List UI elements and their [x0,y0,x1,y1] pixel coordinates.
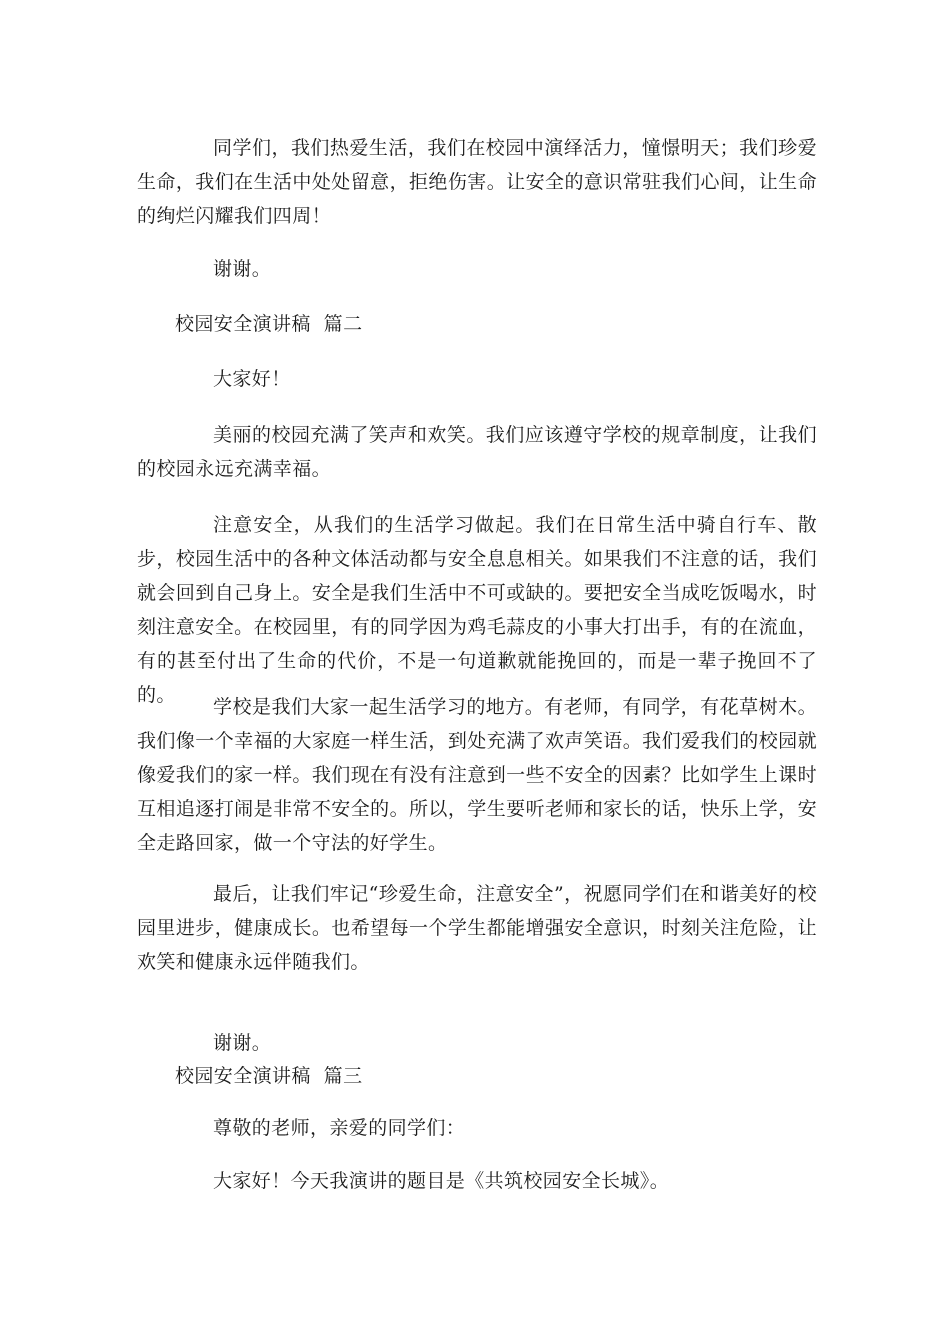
paragraph-thanks-1: 谢谢。 [213,258,272,280]
paragraph-campus: 美丽的校园充满了笑声和欢笑。我们应该遵守学校的规章制度，让我们的校园永远充满幸福。 [137,424,817,480]
paragraph-greeting-2: 大家好！ [213,368,291,390]
paragraph-salutation-3: 尊敬的老师，亲爱的同学们： [213,1117,466,1139]
paragraph-safety-attention: 注意安全，从我们的生活学习做起。我们在日常生活中骑自行车、散步，校园生活中的各种文体活动都与安全息息相关。如果我们不注意的话，我们就会回到自己身上。安全是我们生活中不可或缺的。要把安全当成吃饭喝水，时刻注意安全。在校园里，有的同学因为鸡毛蒜皮的小事大打出手，有的在流血，有的甚至付出了生命的代价，不是一句道歉就能挽回的，而是一辈子挽回不了的。 [137,514,817,706]
section-heading-3: 校园安全演讲稿 篇三 [175,1065,363,1087]
section-heading-2: 校园安全演讲稿 篇二 [175,313,363,335]
paragraph-closing-1: 同学们，我们热爱生活，我们在校园中演绎活力，憧憬明天；我们珍爱生命，我们在生活中处处留意，拒绝伤害。让安全的意识常驻我们心间，让生命的绚烂闪耀我们四周！ [137,137,817,227]
paragraph-topic-3: 大家好！今天我演讲的题目是《共筑校园安全长城》。 [213,1170,670,1192]
paragraph-finally: 最后，让我们牢记“珍爱生命，注意安全”，祝愿同学们在和谐美好的校园里进步，健康成长。也希望每一个学生都能增强安全意识，时刻关注危险，让欢笑和健康永远伴随我们。 [137,883,817,973]
paragraph-school-life: 学校是我们大家一起生活学习的地方。有老师，有同学，有花草树木。我们像一个幸福的大家庭一样生活，到处充满了欢声笑语。我们爱我们的校园就像爱我们的家一样。我们现在有没有注意到一些不安全的因素？比如学生上课时互相追逐打闹是非常不安全的。所以，学生要听老师和家长的话，快乐上学，安全走路回家，做一个守法的好学生。 [137,696,817,854]
paragraph-thanks-2: 谢谢。 [213,1032,272,1054]
